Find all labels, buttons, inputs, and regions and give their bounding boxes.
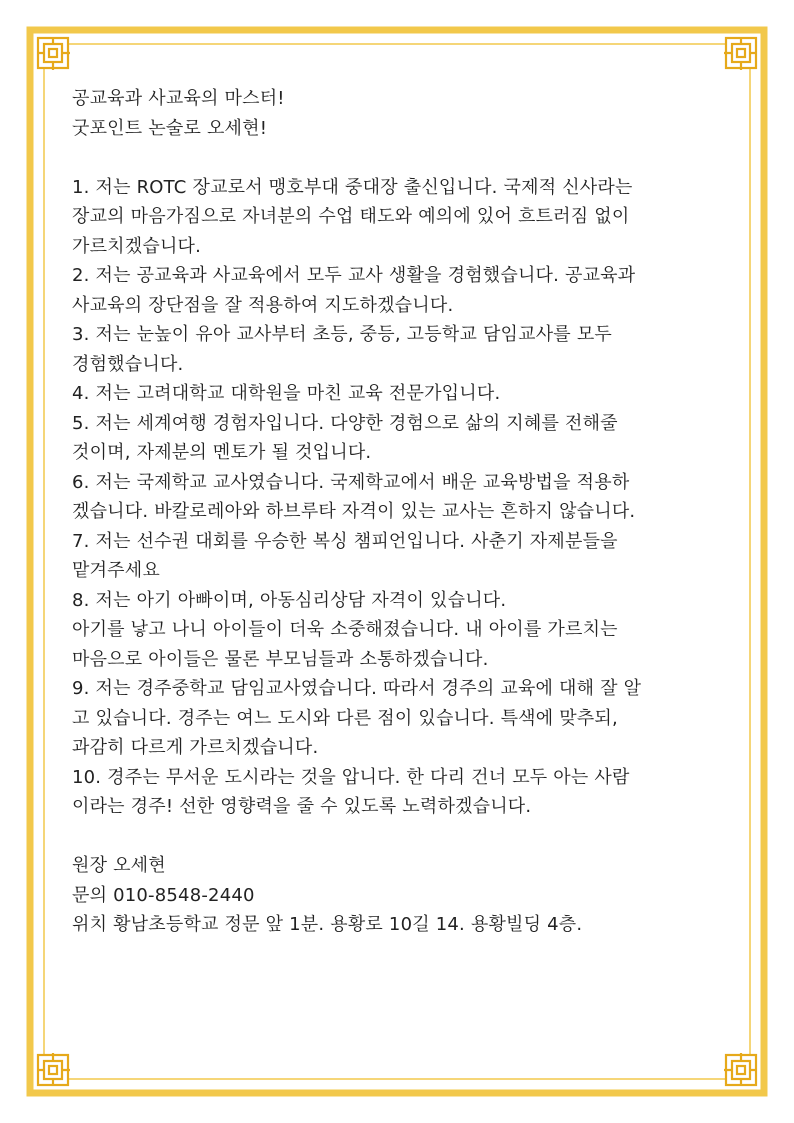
corner-ornament-bottom-left [38, 1053, 70, 1085]
director-name: 원장 오세현 [72, 855, 166, 876]
body-line: 겠습니다. 바칼로레아와 하브루타 자격이 있는 교사는 흔하지 않습니다. [72, 501, 636, 522]
body-line: 가르치겠습니다. [72, 235, 202, 257]
corner-ornament-top-left [38, 38, 70, 70]
body-line: 사교육의 장단점을 잘 적용하여 지도하겠습니다. [72, 294, 454, 316]
body-line: 4. 저는 고려대학교 대학원을 마친 교육 전문가입니다. [72, 383, 501, 404]
body-line: 것이며, 자제분의 멘토가 될 것입니다. [72, 442, 372, 463]
corner-ornament-bottom-right [724, 1053, 756, 1085]
body-text [72, 173, 732, 822]
body-line: 2. 저는 공교육과 사교육에서 모두 교사 생활을 경험했습니다. 공교육과 [72, 265, 636, 286]
body-line: 과감히 다르게 가르치겠습니다. [72, 737, 319, 758]
header-line-2: 굿포인트 논술로 오세현! [72, 117, 268, 139]
body-line: 맡겨주세요 [72, 560, 160, 581]
corner-ornament-top-right [724, 38, 756, 70]
body-line: 마음으로 아이들은 물론 부모님들과 소통하겠습니다. [72, 648, 489, 670]
header-line-1: 공교육과 사교육의 마스터! [72, 88, 285, 109]
body-line: 9. 저는 경주중학교 담임교사였습니다. 따라서 경주의 교육에 대해 잘 알 [72, 678, 642, 699]
body-line: 10. 경주는 무서운 도시라는 것을 압니다. 한 다리 건너 모두 아는 사람 [72, 766, 630, 788]
body-line: 고 있습니다. 경주는 여느 도시와 다른 점이 있습니다. 특색에 맞추되, [72, 707, 618, 729]
location-address: 위치 황남초등학교 정문 앞 1분. 용황로 10길 14. 용황빌딩 4층. [72, 914, 583, 935]
footer-info [72, 851, 732, 940]
contact-phone: 문의 010-8548-2440 [72, 884, 255, 906]
letter-content [72, 84, 732, 940]
body-line: 경험했습니다. [72, 353, 184, 375]
body-line: 아기를 낳고 나니 아이들이 더욱 소중해졌습니다. 내 아이를 가르치는 [72, 619, 618, 640]
body-line: 3. 저는 눈높이 유아 교사부터 초등, 중등, 고등학교 담임교사를 모두 [72, 324, 612, 345]
body-line: 1. 저는 ROTC 장교로서 맹호부대 중대장 출신입니다. 국제적 신사라는 [72, 176, 633, 198]
body-line: 8. 저는 아기 아빠이며, 아동심리상담 자격이 있습니다. [72, 589, 507, 611]
body-line: 6. 저는 국제학교 교사였습니다. 국제학교에서 배운 교육방법을 적용하 [72, 471, 630, 493]
body-line: 장교의 마음가짐으로 자녀분의 수업 태도와 예의에 있어 흐트러짐 없이 [72, 206, 630, 227]
body-line: 이라는 경주! 선한 영향력을 줄 수 있도록 노력하겠습니다. [72, 796, 532, 817]
body-line: 7. 저는 선수권 대회를 우승한 복싱 챔피언입니다. 사춘기 자제분들을 [72, 530, 618, 552]
body-line: 5. 저는 세계여행 경험자입니다. 다양한 경험으로 삶의 지혜를 전해줄 [72, 412, 618, 434]
